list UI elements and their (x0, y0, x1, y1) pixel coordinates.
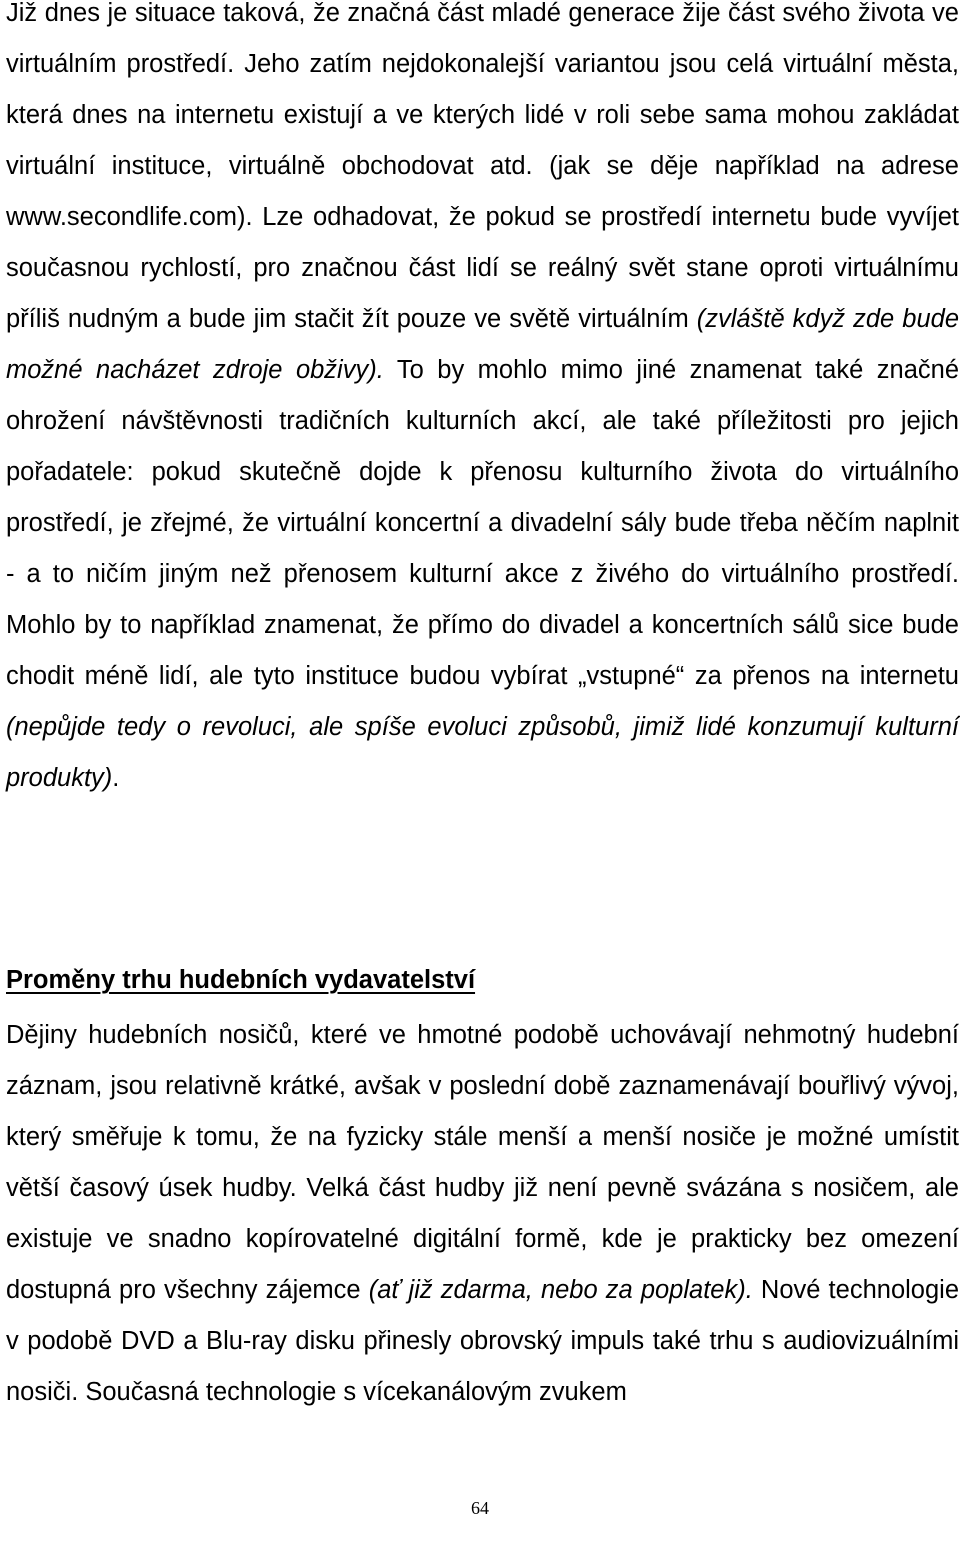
paragraph-1-text-c: . (112, 764, 120, 792)
paragraph-2-italic-a: (ať již zdarma, nebo za poplatek). (368, 1276, 753, 1304)
paragraph-1-italic-b: (nepůjde tedy o revoluci, ale spíše evoluci způsobů, jimiž lidé konzumují kulturní produkty) (6, 713, 959, 792)
paragraph-music-carriers (6, 1010, 959, 1418)
paragraph-virtual-culture (6, 0, 959, 804)
paragraph-1-italic-a: (zvláště když zde bude možné nacházet zdroje obživy). (6, 305, 960, 384)
paragraph-2-text-a: Dějiny hudebních nosičů, které ve hmotné podobě uchovávají nehmotný hudební záznam, jsou relativně krátké, avšak v poslední době zaznamenávají bouřlivý vývoj, který směřuje k tomu, že na fyzicky stále menší a menší nosiče je možné umístit větší časový úsek hudby. Velká část hudby již není pevně svázána s nosičem, ale existuje ve snadno kopírovatelné digitální formě, kde je prakticky bez omezení dostupná pro všechny zájemce (6, 1021, 959, 1304)
paragraph-1-text-a: Již dnes je situace taková, že značná část mladé generace žije část svého života ve virtuálním prostředí. Jeho zatím nejdokonalejší variantou jsou celá virtuální města, která dnes na internetu existují a ve kterých lidé v roli sebe sama mohou zakládat virtuální instituce, virtuálně obchodovat atd. (jak se děje například na adrese www.secondlife.com). Lze odhadovat, že pokud se prostředí internetu bude vyvíjet současnou rychlostí, pro značnou část lidí se reálný svět stane oproti virtuálnímu příliš nudným a bude jim stačit žít pouze ve světě virtuálním (6, 0, 959, 333)
paragraph-2-text-b: Nové technologie v podobě DVD a Blu-ray disku přinesly obrovský impuls také trhu s audiovizuálními nosiči. Současná technologie s vícekanálovým zvukem (6, 1276, 959, 1406)
paragraph-1-text-b: To by mohlo mimo jiné znamenat také značné ohrožení návštěvnosti tradičních kulturních akcí, ale také příležitosti pro jejich pořadatele: pokud skutečně dojde k přenosu kulturního života do virtuálního prostředí, je zřejmé, že virtuální koncertní a divadelní sály bude třeba něčím naplnit - a to ničím jiným než přenosem kulturní akce z živého do virtuálního prostředí. Mohlo by to například znamenat, že přímo do divadel a koncertních sálů sice bude chodit méně lidí, ale tyto instituce budou vybírat „vstupné“ za přenos na internetu (6, 356, 959, 690)
section-heading: Proměny trhu hudebních vydavatelství (6, 966, 476, 994)
page-number: 64 (471, 1498, 489, 1518)
